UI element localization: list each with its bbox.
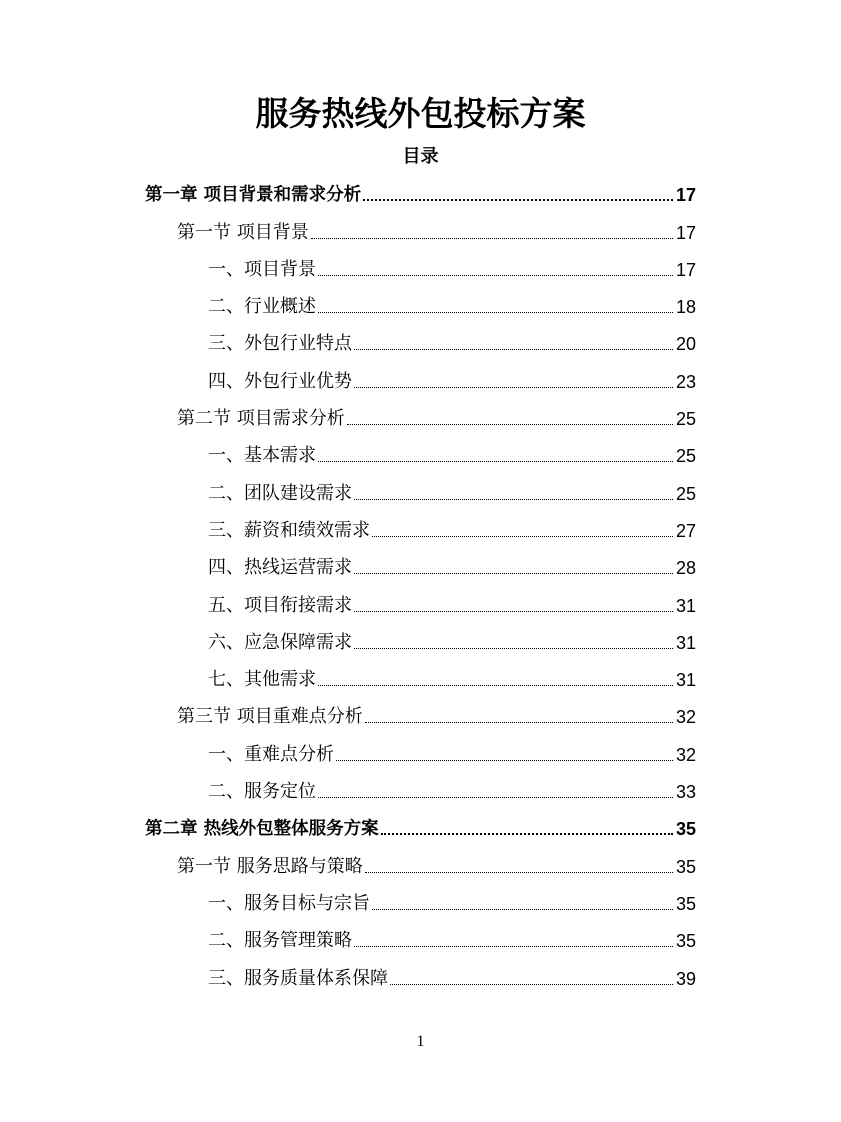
toc-dot-leader (318, 797, 673, 798)
toc-entry[interactable] (208, 548, 696, 585)
toc-entry[interactable] (208, 436, 696, 473)
toc-entry-label: 五、项目衔接需求 (208, 594, 352, 616)
toc-entry[interactable] (208, 585, 696, 622)
toc-entry-label: 二、服务定位 (208, 781, 316, 803)
toc-entry-label: 三、薪资和绩效需求 (208, 519, 370, 541)
document-title: 服务热线外包投标方案 (255, 94, 586, 133)
toc-entry[interactable] (177, 846, 696, 883)
toc-entry-label: 第二节 项目需求分析 (177, 408, 345, 430)
toc-entry-label: 三、服务质量体系保障 (208, 967, 388, 989)
toc-heading: 目录 (402, 146, 439, 167)
toc-dot-leader (363, 199, 673, 201)
toc-entry-label: 三、外包行业特点 (208, 333, 352, 355)
toc-dot-leader (390, 984, 673, 985)
toc-entry[interactable] (208, 772, 696, 809)
toc-entry-page: 35 (675, 819, 696, 840)
toc-entry[interactable] (177, 399, 696, 436)
toc-dot-leader (372, 909, 673, 910)
toc-dot-leader (336, 760, 673, 761)
toc-entry[interactable] (177, 212, 696, 249)
toc-dot-leader (365, 722, 673, 723)
toc-entry-page: 32 (675, 707, 696, 728)
toc-entry-page: 31 (675, 670, 696, 691)
toc-entry-label: 一、服务目标与宗旨 (208, 892, 370, 914)
toc-entry-page: 35 (675, 856, 696, 877)
toc-entry-label: 二、行业概述 (208, 296, 316, 318)
toc-entry[interactable] (177, 697, 696, 734)
toc-entry-page: 27 (675, 520, 696, 541)
toc-entry[interactable] (145, 809, 696, 846)
toc-dot-leader (354, 611, 673, 612)
toc-entry[interactable] (145, 175, 696, 212)
toc-entry-label: 第一节 服务思路与策略 (177, 855, 363, 877)
toc-dot-leader (354, 946, 673, 947)
table-of-contents (0, 175, 841, 996)
toc-entry-page: 17 (675, 222, 696, 243)
toc-dot-leader (318, 685, 673, 686)
toc-entry-label: 四、热线运营需求 (208, 557, 352, 579)
toc-entry-label: 二、团队建设需求 (208, 482, 352, 504)
toc-entry[interactable] (208, 287, 696, 324)
toc-dot-leader (372, 536, 673, 537)
toc-entry-label: 二、服务管理策略 (208, 930, 352, 952)
toc-entry-page: 20 (675, 334, 696, 355)
toc-entry-label: 一、项目背景 (208, 258, 316, 280)
toc-dot-leader (318, 275, 673, 276)
toc-entry[interactable] (208, 660, 696, 697)
toc-entry-label: 第一章 项目背景和需求分析 (145, 185, 362, 206)
toc-entry-page: 23 (675, 371, 696, 392)
toc-entry-label: 一、基本需求 (208, 445, 316, 467)
toc-entry-page: 31 (675, 595, 696, 616)
toc-entry-label: 第一节 项目背景 (177, 221, 309, 243)
toc-dot-leader (354, 648, 673, 649)
toc-entry-page: 35 (675, 893, 696, 914)
toc-entry-page: 35 (675, 931, 696, 952)
toc-entry-page: 33 (675, 782, 696, 803)
toc-dot-leader (318, 461, 673, 462)
toc-entry-page: 39 (675, 968, 696, 989)
toc-entry[interactable] (208, 884, 696, 921)
toc-entry-page: 18 (675, 297, 696, 318)
toc-entry-label: 一、重难点分析 (208, 743, 334, 765)
toc-entry-page: 31 (675, 632, 696, 653)
toc-dot-leader (318, 312, 673, 313)
toc-entry-page: 32 (675, 744, 696, 765)
toc-entry[interactable] (208, 921, 696, 958)
toc-dot-leader (347, 424, 673, 425)
toc-entry[interactable] (208, 511, 696, 548)
page-number: 1 (416, 1033, 425, 1050)
toc-entry[interactable] (208, 250, 696, 287)
toc-entry-label: 第二章 热线外包整体服务方案 (145, 819, 379, 840)
toc-dot-leader (354, 387, 673, 388)
toc-dot-leader (354, 499, 673, 500)
toc-entry[interactable] (208, 958, 696, 995)
toc-dot-leader (381, 833, 673, 835)
toc-entry-page: 17 (675, 185, 696, 206)
toc-entry[interactable] (208, 361, 696, 398)
toc-entry-page: 25 (675, 483, 696, 504)
toc-entry[interactable] (208, 324, 696, 361)
toc-dot-leader (354, 349, 673, 350)
toc-entry-page: 25 (675, 446, 696, 467)
toc-entry[interactable] (208, 623, 696, 660)
toc-entry-label: 六、应急保障需求 (208, 631, 352, 653)
toc-entry[interactable] (208, 734, 696, 771)
toc-entry-page: 25 (675, 409, 696, 430)
toc-entry-page: 28 (675, 558, 696, 579)
toc-entry-label: 七、其他需求 (208, 669, 316, 691)
toc-entry-label: 第三节 项目重难点分析 (177, 706, 363, 728)
toc-entry[interactable] (208, 473, 696, 510)
toc-entry-page: 17 (675, 259, 696, 280)
toc-dot-leader (354, 573, 673, 574)
toc-dot-leader (365, 872, 673, 873)
toc-entry-label: 四、外包行业优势 (208, 370, 352, 392)
toc-dot-leader (311, 238, 673, 239)
